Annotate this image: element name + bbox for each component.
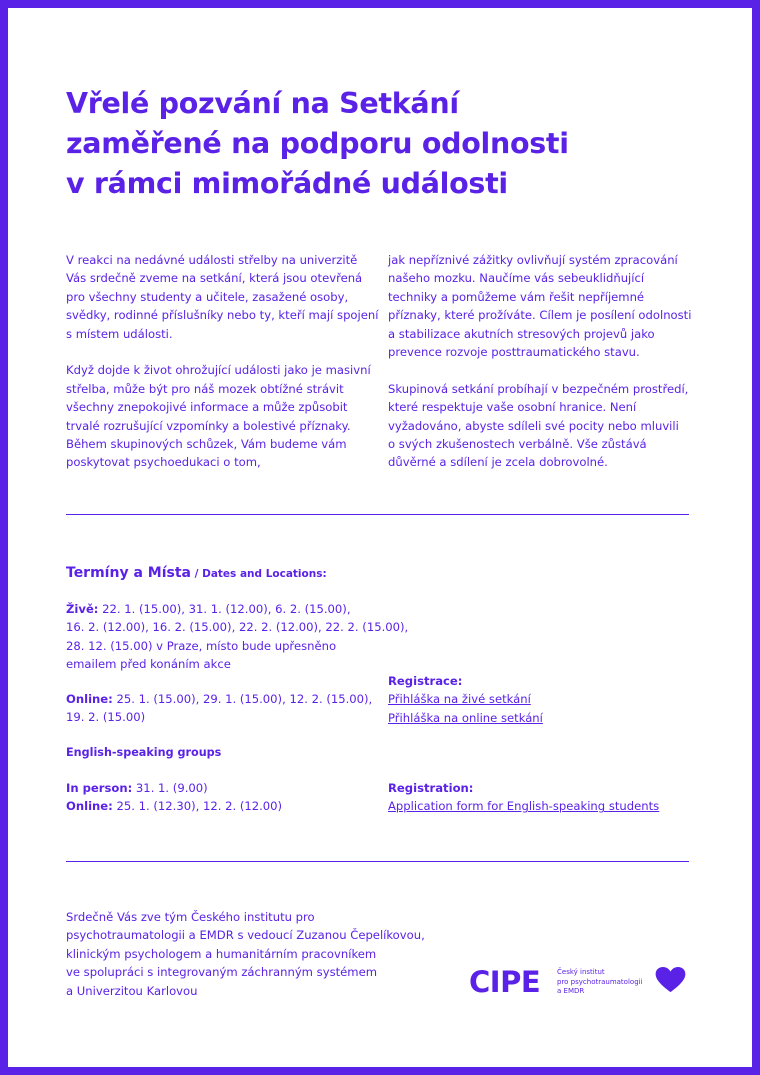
live-dates-text: 22. 1. (15.00), 31. 1. (12.00), 6. 2. (15.00), <box>98 602 351 616</box>
online-registration-link[interactable]: Přihláška na online setkání <box>388 710 543 725</box>
in-person-label: In person: <box>66 781 133 795</box>
text-line: Když dojde k život ohrožující události jako je masivní <box>66 363 371 378</box>
schedule-heading-sub: / Dates and Locations: <box>190 568 327 580</box>
schedule-heading <box>66 562 327 581</box>
english-groups-heading: English-speaking groups <box>66 746 222 759</box>
text-line: jak nepříznivé zážitky ovlivňují systém zpracování <box>388 253 678 267</box>
text-line: V reakci na nedávné události střelby na univerzitě <box>66 253 358 267</box>
text-line: prevence rozvoje posttraumatického stavu. <box>388 345 640 360</box>
heart-icon <box>655 967 686 993</box>
text-line: důvěrné a sdílení je zcela dobrovolné. <box>388 455 608 470</box>
logo-subtitle-line: Český institut <box>557 968 605 976</box>
en-online-label: Online: <box>66 799 113 814</box>
footer-invitation <box>66 908 425 1000</box>
title-line: Vřelé pozvání na Setkání <box>66 87 459 120</box>
text-line: všechny znepokojivé informace a může způsobit <box>66 400 348 415</box>
logo-subtitle-line: pro psychotraumatologii <box>557 977 643 986</box>
intro-paragraph <box>388 251 698 361</box>
divider <box>66 514 689 515</box>
en-online-value: 25. 1. (12.30), 12. 2. (12.00) <box>112 799 283 814</box>
intro-paragraph <box>66 361 376 471</box>
intro-paragraph <box>388 380 698 472</box>
text-line: techniky a pomůžeme vám řešit nepříjemné <box>388 289 645 304</box>
live-dates <box>66 600 409 674</box>
registration-cz <box>388 672 543 727</box>
text-line: 28. 12. (15.00) v Praze, místo bude upřesněno <box>66 638 337 653</box>
registration-heading: Registrace: <box>388 674 463 688</box>
text-line <box>66 690 386 708</box>
text-line: Skupinová setkání probíhají v bezpečném prostředí, <box>388 381 689 396</box>
title-line: v rámci mimořádné události <box>66 167 508 200</box>
intro-left-column <box>66 251 379 490</box>
text-line: poskytovat psychoedukaci o tom, <box>66 455 261 470</box>
text-line: vyžadováno, abyste sdíleli své pocity nebo mluvili <box>388 418 679 433</box>
registration-heading: Registration: <box>388 781 474 795</box>
text-line: Během skupinových schůzek, Vám budeme vám <box>66 437 347 452</box>
text-line: klinickým psychologem a humanitárním pracovníkem <box>66 946 377 961</box>
logo-subtitle <box>557 968 643 997</box>
text-line <box>66 797 386 815</box>
text-line: střelba, může být pro náš mozek obtížné strávit <box>66 381 344 396</box>
text-line: Srdečně Vás zve tým Českého institutu pro <box>66 910 315 924</box>
text-line: svědky, rodinné příslušníky nebo ty, kteří mají spojení <box>66 308 379 323</box>
text-line: které respektuje vaše osobní hranice. Není <box>388 400 637 415</box>
text-line <box>66 779 386 797</box>
text-line: 16. 2. (12.00), 16. 2. (15.00), 22. 2. (12.00), 22. 2. (15.00), <box>66 620 409 635</box>
registration-en <box>388 779 659 816</box>
text-line: o svých zkušenostech verbálně. Vše zůstává <box>388 437 647 452</box>
text-line: 19. 2. (15.00) <box>66 710 146 725</box>
text-line: trvalé rozrušující vzpomínky a bolestivé příznaky. <box>66 418 351 433</box>
schedule-heading-main: Termíny a Místa <box>66 565 191 581</box>
online-dates <box>66 690 386 727</box>
text-line: Vás srdečně zveme na setkání, která jsou otevřená <box>66 271 363 286</box>
live-registration-link[interactable]: Přihláška na živé setkání <box>388 692 531 707</box>
online-label: Online: <box>66 692 113 706</box>
text-line <box>66 600 386 618</box>
text-line: příznaky, které prožíváte. Cílem je posílení odolnosti <box>388 308 692 323</box>
text-line: a stabilizace akutních stresových projevů jako <box>388 326 655 341</box>
text-line: a Univerzitou Karlovou <box>66 983 198 998</box>
intro-paragraph <box>66 251 379 343</box>
in-person-value: 31. 1. (9.00) <box>132 781 208 795</box>
text-line: našeho mozku. Naučíme vás sebeuklidňující <box>388 271 645 286</box>
english-registration-link[interactable]: Application form for English-speaking students <box>388 799 660 814</box>
divider <box>66 861 689 862</box>
english-dates <box>66 779 386 816</box>
logo-wordmark: CIPE <box>469 965 541 999</box>
text-line: psychotraumatologii a EMDR s vedoucí Zuzanou Čepelíkovou, <box>66 928 425 943</box>
text-line: emailem před konáním akce <box>66 657 231 672</box>
logo-subtitle-line: a EMDR <box>557 987 585 995</box>
text-line: pro všechny studenty a učitele, zasažené osoby, <box>66 289 349 304</box>
live-label: Živě: <box>66 602 99 616</box>
text-line: s místem události. <box>66 326 173 341</box>
title-line: zaměřené na podporu odolnosti <box>66 127 569 160</box>
page-title <box>66 84 666 204</box>
intro-right-column <box>388 251 698 490</box>
text-line: ve spolupráci s integrovaným záchranným systémem <box>66 965 378 980</box>
online-dates-text: 25. 1. (15.00), 29. 1. (15.00), 12. 2. (15.00), <box>112 692 373 706</box>
